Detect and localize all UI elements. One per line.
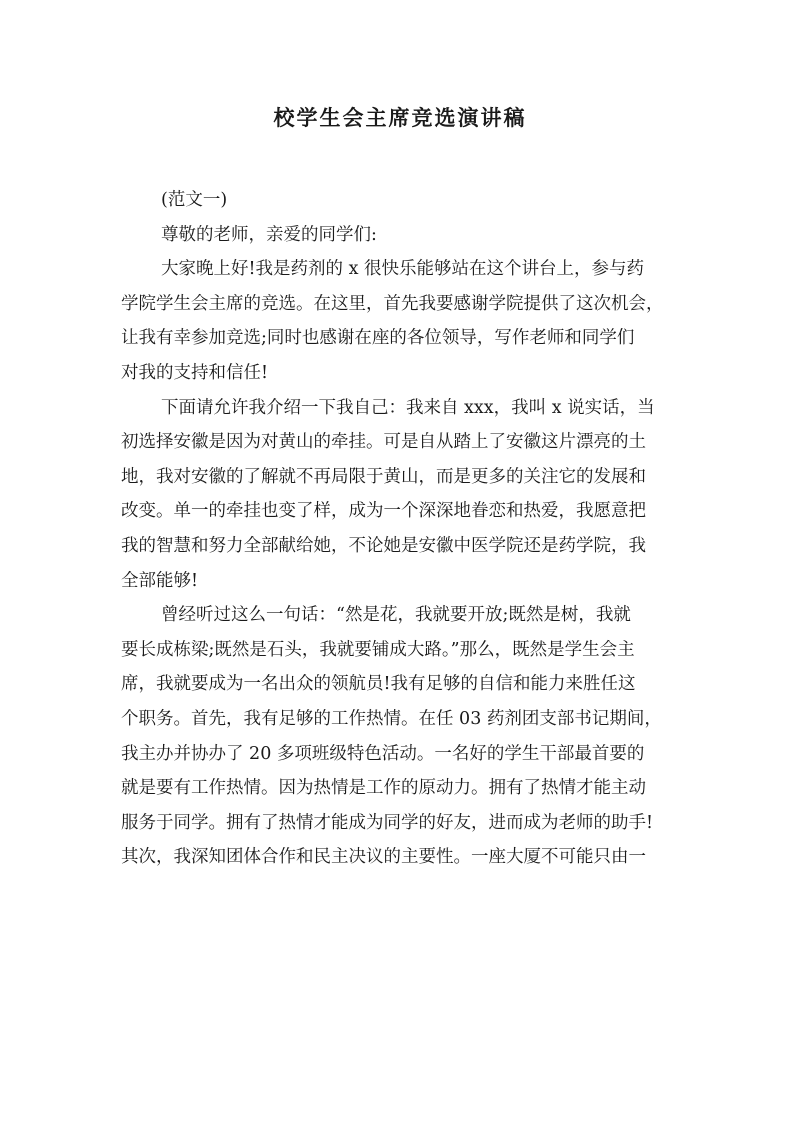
text-line: 让我有幸参加竞选;同时也感谢在座的各位领导，写作老师和同学们 [121,328,635,349]
text-line: 我的智慧和努力全部献给她，不论她是安徽中医学院还是药学院，我 [121,535,646,556]
text-line: 席，我就要成为一名出众的领航员!我有足够的自信和能力来胜任这 [121,674,636,695]
text-line: 个职务。首先，我有足够的工作热情。在任 03 药剂团支部书记期间， [121,708,662,729]
document-title: 校学生会主席竞选演讲稿 [273,105,527,130]
text-line: 大家晚上好!我是药剂的 x 很快乐能够站在这个讲台上，参与药 [161,259,645,280]
text-line: 全部能够! [121,570,199,591]
text-line: 其次，我深知团体合作和民主决议的主要性。一座大厦不可能只由一 [121,847,646,868]
text-line: 下面请允许我介绍一下我自己：我来自 xxx，我叫 x 说实话，当 [161,397,655,418]
text-line: 我主办并协办了 20 多项班级特色活动。一名好的学生干部最首要的 [121,743,645,764]
text-line: 改变。单一的牵挂也变了样，成为一个深深地眷恋和热爱，我愿意把 [121,501,646,522]
text-line: 地，我对安徽的了解就不再局限于黄山，而是更多的关注它的发展和 [121,466,646,487]
text-line: 初选择安徽是因为对黄山的牵挂。可是自从踏上了安徽这片漂亮的土 [121,432,646,453]
text-line: 曾经听过这么一句话：“然是花，我就要开放;既然是树，我就 [161,605,631,626]
text-line: 对我的支持和信任! [121,362,269,383]
text-line: (范文一) [161,190,228,210]
document-body [121,183,686,875]
text-line: 尊敬的老师，亲爱的同学们: [161,224,377,245]
text-line: 要长成栋梁;既然是石头，我就要铺成大路。”那么，既然是学生会主 [121,639,635,660]
text-line: 就是要有工作热情。因为热情是工作的原动力。拥有了热情才能主动 [121,778,646,799]
text-line: 服务于同学。拥有了热情才能成为同学的好友，进而成为老师的助手! [121,812,654,833]
text-line: 学院学生会主席的竞选。在这里，首先我要感谢学院提供了这次机会， [121,293,664,314]
